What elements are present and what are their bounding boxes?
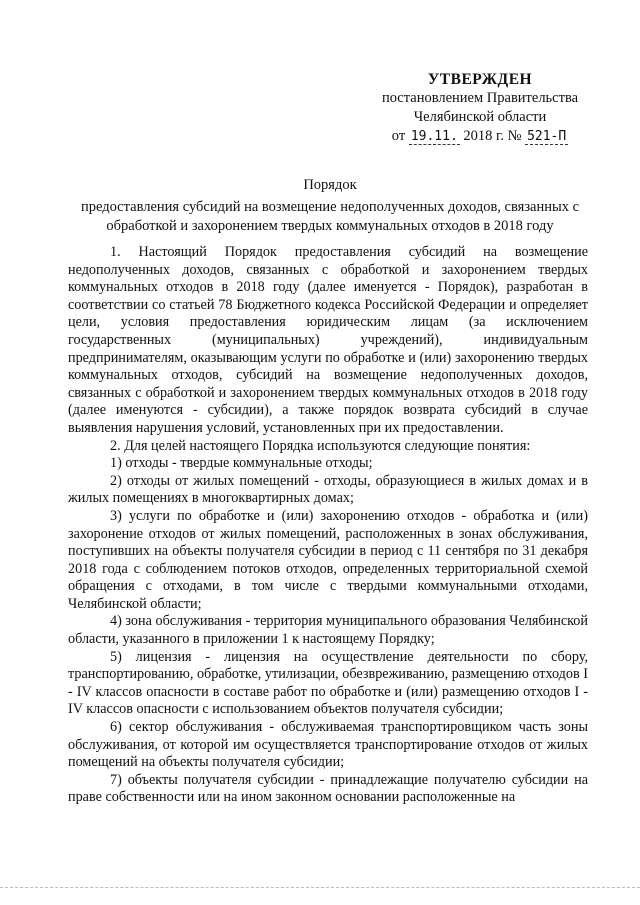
approval-line-1: постановлением Правительства: [381, 90, 579, 106]
paragraph-1: 1. Настоящий Порядок предоставления субсидий на возмещение недополученных доходов, связанных с обработкой и захоронением твердых коммунальных отходов в 2018 году (далее именуется - Порядок), разработан в соответствии со статьей 78 Бюджетного кодекса Российской Федерации и определяет цели, условия предоставления юридическим лицам (за исключением государственных (муниципальных) учреждений), индивидуальным предпринимателям, оказывающим услуги по обработке и (или) захоронению твердых коммунальных отходов, субсидий на возмещение недополученных доходов, связанных с обработкой и захоронением твердых коммунальных отходов в 2018 году (далее именуются - субсидии), а также порядок возврата субсидий в случае выявления нарушения условий, установленных при их предоставлении.: [68, 244, 588, 436]
title-name: Порядок: [303, 177, 357, 193]
definition-1: 1) отходы - твердые коммунальные отходы;: [110, 455, 373, 472]
number-filled: 521-П: [527, 129, 567, 144]
definition-3: 3) услуги по обработке и (или) захоронению отходов - обработка и (или) захоронение отходов от жилых помещений, расположенных в зонах обслуживания, поступивших на объекты получателя субсидии в период с 11 сентября по 31 декабря 2018 года с соблюдением потоков отходов, определенных территориальной схемой обращения с отходами, в том числе с твердыми коммунальными отходами, Челябинской области;: [68, 507, 588, 612]
approval-date-line: [360, 127, 600, 146]
definition-7: 7) объекты получателя субсидии - принадлежащие получателю субсидии на праве собственности или на ином законном основании расположенные на: [68, 771, 588, 806]
year-text: 2018 г. №: [463, 128, 522, 144]
page-bottom-divider: [0, 887, 640, 888]
approval-heading: УТВЕРЖДЕН: [427, 71, 533, 88]
approval-line-2: Челябинской области: [413, 109, 547, 125]
date-filled: 19.11.: [410, 129, 458, 144]
title-subtitle: предоставления субсидий на возмещение недополученных доходов, связанных с обработкой и захоронением твердых коммунальных отходов в 2018 году: [80, 199, 580, 234]
date-prefix: от: [391, 128, 406, 144]
document-title: [70, 176, 590, 236]
definition-5: 5) лицензия - лицензия на осуществление деятельности по сбору, транспортированию, обработке, утилизации, обезвреживанию, размещению отходов I - IV классов опасности в составе работ по обработке и (или) размещению отходов I - IV классов опасности с использованием объектов получателя субсидии;: [68, 648, 588, 718]
definition-2: 2) отходы от жилых помещений - отходы, образующиеся в жилых домах и в жилых помещениях в многоквартирных домах;: [68, 472, 588, 507]
definition-6: 6) сектор обслуживания - обслуживаемая транспортировщиком часть зоны обслуживания, от которой им осуществляется транспортирование отходов от жилых помещений на объекты получателя субсидии;: [68, 719, 588, 771]
paragraph-2: 2. Для целей настоящего Порядка используются следующие понятия:: [110, 437, 531, 454]
approval-stamp: [360, 70, 600, 146]
document-body: [68, 244, 588, 807]
definition-4: 4) зона обслуживания - территория муниципального образования Челябинской области, указанного в приложении 1 к настоящему Порядку;: [68, 613, 588, 648]
